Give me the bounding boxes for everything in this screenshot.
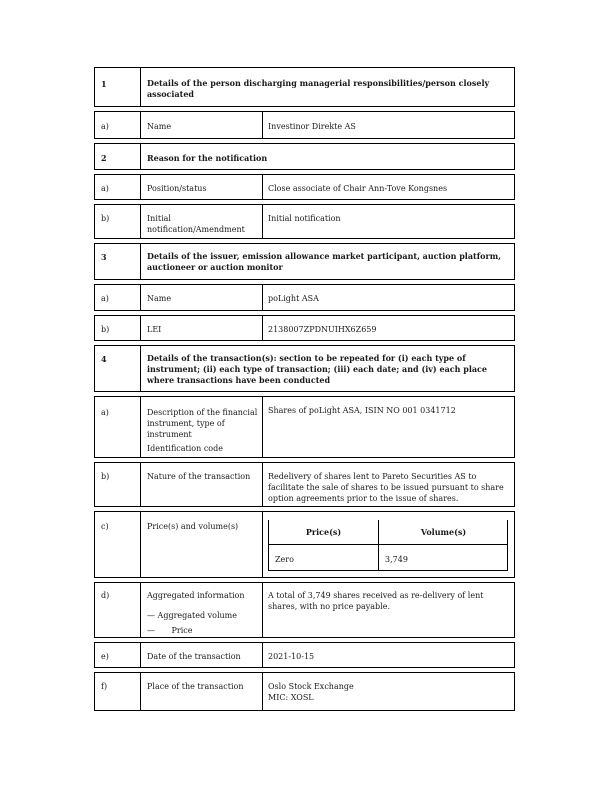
section-title: Reason for the notification — [147, 153, 268, 163]
field-value: Close associate of Chair Ann-Tove Kongsnes — [268, 184, 448, 193]
row-issuer-name — [94, 284, 515, 311]
field-value: Shares of poLight ASA, ISIN NO 001 0341712 — [268, 406, 456, 415]
row-number: f) — [101, 682, 108, 691]
row-aggregated-information — [94, 582, 515, 638]
field-label: Initial notification/Amendment — [147, 214, 245, 234]
field-label: Nature of the transaction — [147, 472, 251, 481]
field-label: Name — [147, 294, 172, 303]
field-value: Initial notification — [268, 214, 341, 223]
field-value: Investinor Direkte AS — [268, 122, 356, 131]
row-number: a) — [101, 122, 109, 131]
field-label: Price(s) and volume(s) — [147, 522, 239, 531]
section-number: 1 — [101, 79, 107, 89]
volume-column-header: Volume(s) — [420, 527, 467, 537]
row-price-volume — [94, 511, 515, 578]
row-number: b) — [101, 325, 110, 334]
volume-cell: 3,749 — [385, 555, 408, 564]
section-title: Details of the transaction(s): section to be repeated for (i) each type of instrument; (ii) each type of transaction; (iii) each date; and (iv) each place where transactions have been conducted — [147, 353, 488, 385]
field-value-mic: MIC: XOSL — [268, 693, 314, 702]
section-2-header — [94, 143, 515, 170]
field-value: poLight ASA — [268, 294, 319, 303]
price-column-header: Price(s) — [305, 527, 342, 537]
row-number: b) — [101, 214, 110, 223]
row-transaction-place — [94, 672, 515, 711]
price-label: — Price — [147, 626, 193, 635]
section-number: 4 — [101, 354, 107, 364]
field-label: LEI — [147, 325, 162, 334]
row-person-name — [94, 111, 515, 139]
row-number: e) — [101, 652, 109, 661]
section-number: 2 — [101, 153, 107, 163]
price-cell: Zero — [275, 555, 294, 564]
field-label: Place of the transaction — [147, 682, 244, 691]
field-label: Date of the transaction — [147, 652, 241, 661]
notification-form — [94, 67, 515, 711]
row-number: d) — [101, 591, 110, 600]
row-initial-notification — [94, 204, 515, 239]
section-3-header — [94, 243, 515, 280]
section-title: Details of the issuer, emission allowance market participant, auction platform, auctioneer or auction monitor — [147, 251, 501, 272]
row-financial-instrument — [94, 396, 515, 458]
price-volume-table — [268, 520, 508, 571]
field-value: A total of 3,749 shares received as re-delivery of lent shares, with no price payable. — [268, 591, 484, 611]
row-number: b) — [101, 472, 110, 481]
row-position-status — [94, 174, 515, 200]
row-transaction-date — [94, 642, 515, 668]
row-number: a) — [101, 294, 109, 303]
field-label: Position/status — [147, 184, 207, 193]
field-value: 2138007ZPDNUIHX6Z659 — [268, 325, 377, 334]
row-lei — [94, 315, 515, 341]
field-label-identification: Identification code — [147, 444, 223, 453]
row-number: a) — [101, 408, 109, 417]
field-label: Description of the financial instrument, type of instrument — [147, 408, 258, 439]
section-1-header — [94, 67, 515, 107]
section-4-header — [94, 345, 515, 392]
field-value: 2021-10-15 — [268, 652, 315, 661]
field-value: Redelivery of shares lent to Pareto Securities AS to facilitate the sale of shares to be issued pursuant to share option agreements prior to the issue of shares. — [268, 472, 504, 503]
section-number: 3 — [101, 252, 107, 262]
row-number: c) — [101, 522, 109, 531]
field-label: Aggregated information — [147, 591, 245, 600]
row-nature-of-transaction — [94, 462, 515, 507]
section-title: Details of the person discharging managerial responsibilities/person closely associated — [147, 78, 490, 99]
field-value: Oslo Stock Exchange — [268, 682, 354, 691]
aggregated-volume-label: — Aggregated volume — [147, 611, 237, 620]
field-label: Name — [147, 122, 172, 131]
row-number: a) — [101, 184, 109, 193]
